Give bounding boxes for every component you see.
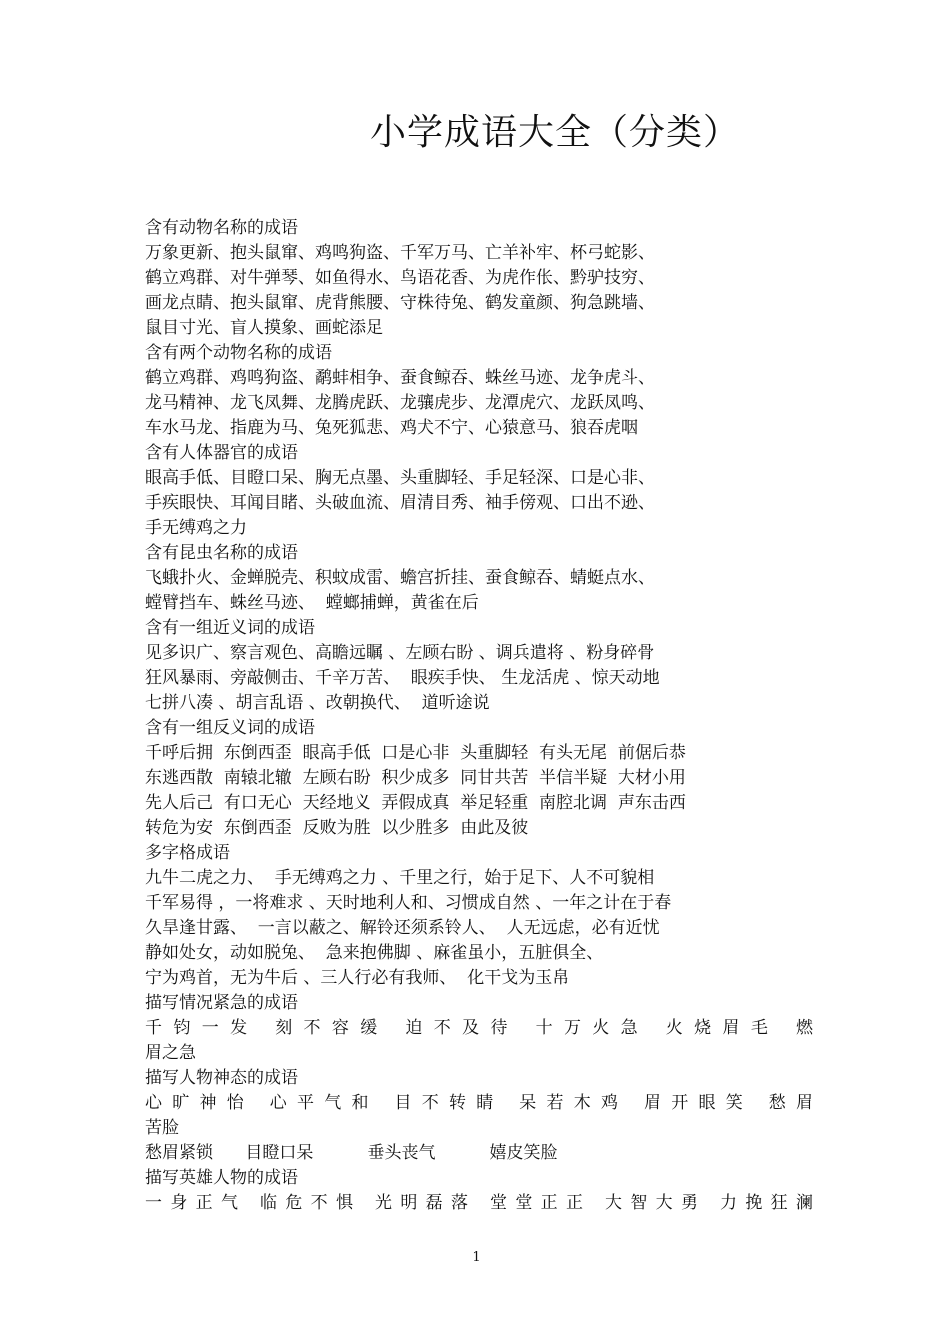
text-line: 见多识广、察言观色、高瞻远瞩 、左顾右盼 、调兵遣将 、粉身碎骨: [145, 643, 655, 663]
text-line: 七拼八凑 、胡言乱语 、改朝换代、 道听途说: [145, 693, 490, 713]
text-line: 一身正气 临危不惧 光明磊落 堂堂正正 大智大勇 力挽狂澜: [145, 1193, 813, 1213]
text-line: 千军易得 ，一将难求 、天时地利人和、习惯成自然 、一年之计在于春: [145, 893, 672, 913]
text-line: 眼高手低、目瞪口呆、胸无点墨、头重脚轻、手足轻深、口是心非、: [145, 468, 655, 488]
text-line: 久旱逢甘露、 一言以蔽之、解铃还须系铃人、 人无远虑，必有近忧: [145, 918, 660, 938]
text-line: 静如处女，动如脱兔、 急来抱佛脚 、麻雀虽小，五脏俱全、: [145, 943, 604, 963]
text-line: 千呼后拥 东倒西歪 眼高手低 口是心非 头重脚轻 有头无尾 前倨后恭: [145, 743, 686, 763]
text-line: 含有一组反义词的成语: [145, 718, 315, 738]
text-line: 鼠目寸光、盲人摸象、画蛇添足: [145, 318, 383, 338]
text-line: 手无缚鸡之力: [145, 518, 247, 538]
text-line: 龙马精神、龙飞凤舞、龙腾虎跃、龙骧虎步、龙潭虎穴、龙跃凤鸣、: [145, 393, 655, 413]
text-line: 含有一组近义词的成语: [145, 618, 315, 638]
text-line: 飞蛾扑火、金蝉脱壳、积蚊成雷、蟾宫折挂、蚕食鲸吞、蜻蜓点水、: [145, 568, 655, 588]
document-body: [145, 216, 813, 1216]
page-number: 1: [472, 1250, 481, 1265]
text-line: 苦脸: [145, 1118, 179, 1138]
text-line: 螳臂挡车、蛛丝马迹、 螳螂捕蝉，黄雀在后: [145, 593, 479, 613]
text-line: 心旷神怡 心平气和 目不转睛 呆若木鸡 眉开眼笑 愁眉: [145, 1093, 813, 1113]
text-line: 描写人物神态的成语: [145, 1068, 298, 1088]
text-line: 多字格成语: [145, 843, 230, 863]
text-line: 手疾眼快、耳闻目睹、头破血流、眉清目秀、袖手傍观、口出不逊、: [145, 493, 655, 513]
text-line: 宁为鸡首，无为牛后 、三人行必有我师、 化干戈为玉帛: [145, 968, 570, 988]
text-line: 愁眉紧锁 目瞪口呆 垂头丧气 嬉皮笑脸: [145, 1143, 558, 1163]
text-line: 鹤立鸡群、对牛弹琴、如鱼得水、鸟语花香、为虎作伥、黔驴技穷、: [145, 268, 655, 288]
text-line: 含有动物名称的成语: [145, 218, 298, 238]
text-line: 鹤立鸡群、鸡鸣狗盗、鹬蚌相争、蚕食鲸吞、蛛丝马迹、龙争虎斗、: [145, 368, 655, 388]
text-line: 转危为安 东倒西歪 反败为胜 以少胜多 由此及彼: [145, 818, 529, 838]
text-line: 东逃西散 南辕北辙 左顾右盼 积少成多 同甘共苦 半信半疑 大材小用: [145, 768, 686, 788]
text-line: 含有昆虫名称的成语: [145, 543, 298, 563]
text-line: 描写情况紧急的成语: [145, 993, 298, 1013]
text-line: 含有两个动物名称的成语: [145, 343, 332, 363]
text-line: 车水马龙、指鹿为马、兔死狐悲、鸡犬不宁、心猿意马、狼吞虎咽: [145, 418, 638, 438]
text-line: 先人后己 有口无心 天经地义 弄假成真 举足轻重 南腔北调 声东击西: [145, 793, 686, 813]
text-line: 万象更新、抱头鼠窜、鸡鸣狗盗、千军万马、亡羊补牢、杯弓蛇影、: [145, 243, 655, 263]
text-line: 眉之急: [145, 1043, 196, 1063]
text-line: 千钧一发 刻不容缓 迫不及待 十万火急 火烧眉毛 燃: [145, 1018, 813, 1038]
text-line: 狂风暴雨、旁敲侧击、千辛万苦、 眼疾手快、 生龙活虎 、惊天动地: [145, 668, 660, 688]
document-title: 小学成语大全（分类）: [369, 112, 740, 153]
text-line: 九牛二虎之力、 手无缚鸡之力 、千里之行，始于足下、人不可貌相: [145, 868, 655, 888]
text-line: 画龙点睛、抱头鼠窜、虎背熊腰、守株待兔、鹤发童颜、狗急跳墙、: [145, 293, 655, 313]
text-line: 含有人体器官的成语: [145, 443, 298, 463]
text-line: 描写英雄人物的成语: [145, 1168, 298, 1188]
